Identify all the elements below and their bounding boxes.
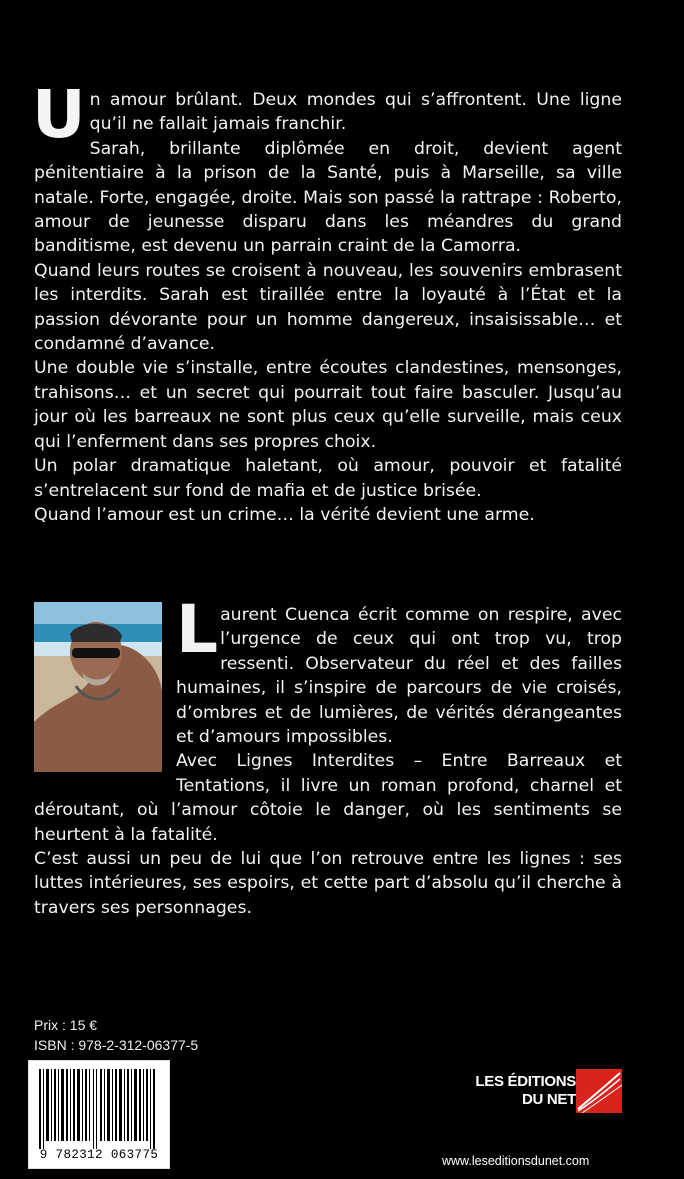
isbn-barcode (28, 1060, 170, 1169)
barcode-number: 9 782312 063775 (39, 1148, 159, 1162)
back-cover-blurb (32, 76, 622, 527)
barcode-bars (29, 1061, 169, 1149)
publisher-name-line1: LES ÉDITIONS (475, 1073, 576, 1090)
publisher-logo (450, 1069, 630, 1119)
blurb-dropcap: U (32, 76, 86, 153)
author-bio (34, 591, 622, 920)
blurb-paragraph: Une double vie s’installe, entre écoutes clandestines, mensonges, trahisons… et un secret qui pourrait tout faire basculer. Jusqu’au jour où les barreaux ne sont plus ceux qu’elle surveille, mais ceux qui l’enferment dans ses propres choix. (34, 358, 622, 452)
photo-spacer (34, 603, 176, 775)
publisher-name-line2: DU NET (521, 1091, 576, 1108)
isbn-line: ISBN : 978-2-312-06377-5 (34, 1037, 199, 1053)
blurb-paragraph: Un polar dramatique haletant, où amour, pouvoir et fatalité s’entrelacent sur fond de mafia et de justice brisée. (34, 456, 622, 501)
publisher-name (450, 1073, 576, 1109)
publisher-url: www.leseditionsdunet.com (442, 1154, 590, 1168)
blurb-paragraph: n amour brûlant. Deux mondes qui s’affrontent. Une ligne qu’il ne fallait jamais franchir. (89, 90, 622, 135)
blurb-paragraph: Quand l’amour est un crime… la vérité devient une arme. (34, 504, 535, 525)
blurb-paragraph: Sarah, brillante diplômée en droit, devient agent pénitentiaire à la prison de la Santé, puis à Marseille, sa ville natale. Forte, engagée, droite. Mais son passé la rattrape : Roberto, amour de jeunesse disparu dans les méandres du grand banditisme, est devenu un parrain craint de la Camorra. (34, 138, 622, 257)
publisher-swoosh-icon (576, 1069, 622, 1113)
price-line: Prix : 15 € (34, 1017, 98, 1033)
author-paragraph: Avec Lignes Interdites – Entre Barreaux et Tentations, il livre un roman profond, charnel et déroutant, où l’amour côtoie le danger, où les sentiments se heurtent à la fatalité. (34, 751, 622, 845)
blurb-paragraph: Quand leurs routes se croisent à nouveau, les souvenirs embrasent les interdits. Sarah est tiraillée entre la loyauté à l’État et la passion dévorante pour un homme dangereux, insaisissable… et condamné d’avance. (34, 260, 622, 355)
author-paragraph: aurent Cuenca écrit comme on respire, avec l’urgence de ceux qui ont trop vu, trop ressenti. Observateur du réel et des failles humaines, il s’inspire de parcours de vie croisés, d’ombres et de lumières, de vérités dérangeantes et d’amours impossibles. (176, 605, 622, 748)
author-dropcap: L (176, 591, 219, 668)
author-paragraph: C’est aussi un peu de lui que l’on retrouve entre les lignes : ses luttes intérieures, ses espoirs, et cette part d’absolu qu’il cherche à travers ses personnages. (34, 849, 622, 918)
price-info (34, 1015, 198, 1055)
